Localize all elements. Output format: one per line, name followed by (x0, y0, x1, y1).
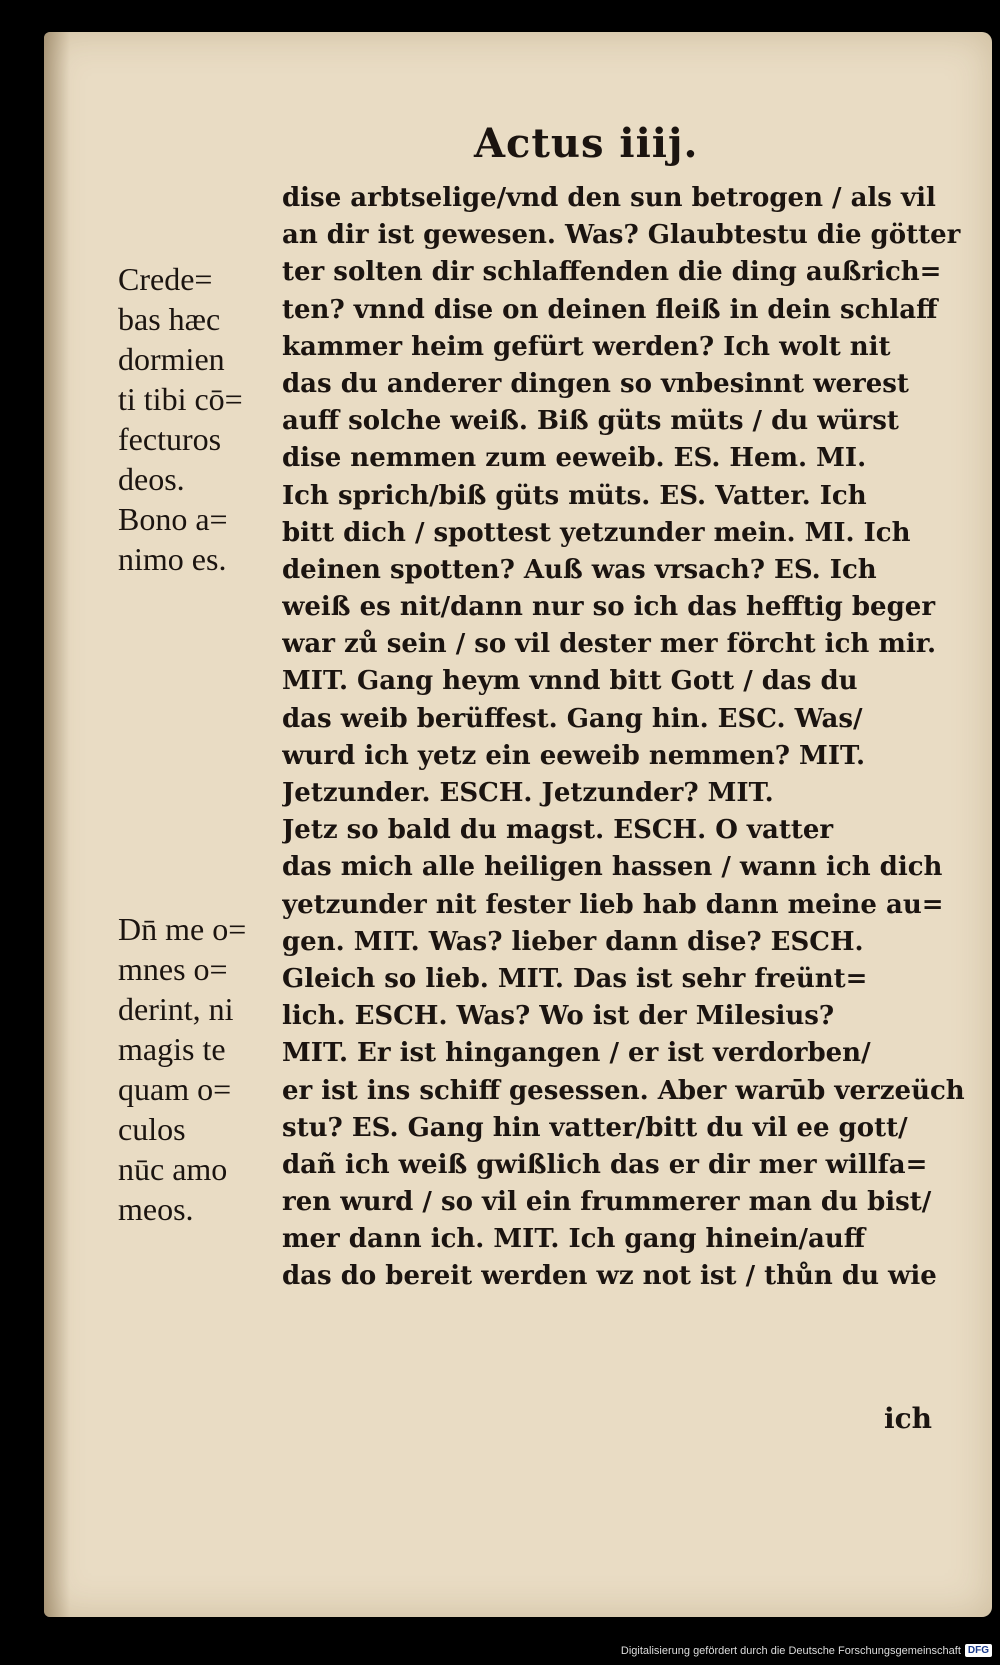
margin-note-line: nimo es. (118, 541, 227, 577)
text-line: dise arbtselige/vnd den sun betrogen / als vil (282, 183, 936, 213)
margin-note-line: nūc amo (118, 1151, 228, 1187)
text-line: MIT. Er ist hingangen / er ist verdorben/ (282, 1038, 871, 1069)
text-line: das do bereit werden wz not ist / thůn du wie (282, 1261, 937, 1292)
text-line: ter solten dir schlaffenden die ding außrich= (282, 257, 942, 288)
credit-text: Digitalisierung gefördert durch die Deutsche Forschungsgemeinschaft (620, 1644, 961, 1657)
margin-note-line: culos (118, 1111, 186, 1147)
text-line: an dir ist gewesen. Was? Glaubtestu die götter (282, 220, 961, 251)
margin-note-line: mnes o= (118, 951, 228, 987)
running-head: Actus iiij. (474, 120, 699, 167)
margin-note-line: fecturos (118, 421, 222, 457)
text-line: kammer heim gefürt werden? Ich wolt nit (282, 331, 891, 362)
text-line: ten? vnnd dise on deinen fleiß in dein schlaff (282, 294, 938, 325)
text-line: er ist ins schiff gesessen. Aber warūb verzeüch (282, 1075, 965, 1106)
text-line: das du anderer dingen so vnbesinnt werest (282, 368, 909, 399)
margin-note-line: derint, ni (118, 991, 234, 1027)
book-page (44, 32, 992, 1617)
text-line: lich. ESCH. Was? Wo ist der Milesius? (282, 1001, 835, 1032)
text-line: Ich sprich/biß güts müts. ES. Vatter. Ich (282, 480, 867, 511)
text-line: stu? ES. Gang hin vatter/bitt du vil ee gott/ (282, 1112, 908, 1143)
main-text-block (282, 180, 992, 1296)
text-line: das weib berüffest. Gang hin. ESC. Was/ (282, 703, 863, 734)
text-line: gen. MIT. Was? lieber dann dise? ESCH. (282, 926, 864, 957)
text-line: war zů sein / so vil dester mer förcht ich mir. (282, 629, 937, 660)
text-line: ren wurd / so vil ein frummerer man du bist/ (282, 1187, 932, 1218)
margin-note-line: Bono a= (118, 501, 228, 537)
digitization-credit (621, 1644, 992, 1657)
margin-note-line: ti tibi cō= (118, 381, 243, 417)
text-line: deinen spotten? Auß was vrsach? ES. Ich (282, 554, 877, 585)
margin-note-line: quam o= (118, 1071, 232, 1107)
text-line: Jetz so bald du magst. ESCH. O vatter (282, 815, 834, 846)
margin-note-line: magis te (118, 1031, 226, 1067)
text-line: dise nemmen zum eeweib. ES. Hem. MI. (282, 443, 867, 474)
text-line: weiß es nit/dann nur so ich das hefftig beger (282, 592, 936, 623)
margin-note-line: dormien (118, 341, 225, 377)
text-line: Gleich so lieb. MIT. Das ist sehr freünt= (282, 963, 868, 994)
text-line: wurd ich yetz ein eeweib nemmen? MIT. (282, 740, 866, 771)
text-line: yetzunder nit fester lieb hab dann meine au= (282, 889, 944, 920)
margin-note-line: meos. (118, 1191, 194, 1227)
page-gutter (44, 32, 70, 1617)
margin-note-line: Dn̄ me o= (118, 911, 247, 947)
text-line: auff solche weiß. Biß güts müts / du würst (282, 406, 899, 437)
margin-note-line: Crede= (118, 261, 213, 297)
catchword: ich (884, 1402, 933, 1435)
text-line: Jetzunder. ESCH. Jetzunder? MIT. (282, 778, 774, 808)
text-line: dañ ich weiß gwißlich das er dir mer willfa= (282, 1149, 928, 1180)
margin-note-line: deos. (118, 461, 185, 497)
text-line: bitt dich / spottest yetzunder mein. MI. Ich (282, 517, 911, 548)
text-line: MIT. Gang heym vnnd bitt Gott / das du (282, 666, 858, 697)
text-line: mer dann ich. MIT. Ich gang hinein/auff (282, 1224, 866, 1255)
margin-note-line: bas hæc (118, 301, 221, 337)
dfg-logo-icon: DFG (965, 1644, 992, 1657)
text-line: das mich alle heiligen hassen / wann ich dich (282, 852, 943, 883)
